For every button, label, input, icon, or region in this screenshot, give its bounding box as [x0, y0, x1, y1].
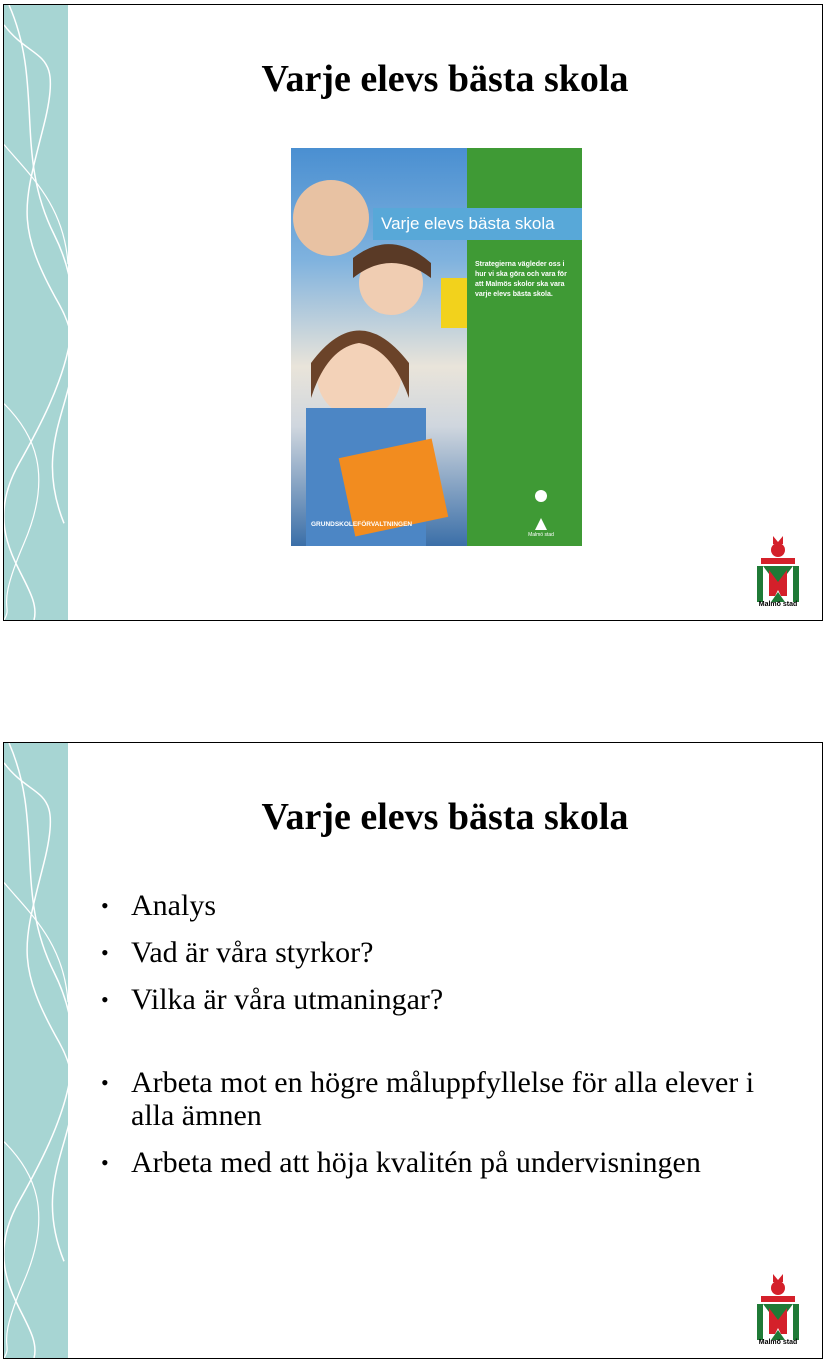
malmo-coat-of-arms-small-icon: [527, 486, 555, 532]
bullet-symbol: •: [101, 940, 109, 965]
bullet-item: [99, 1146, 799, 1179]
malmo-stad-logo-icon: [755, 1272, 801, 1342]
bullet-item: [99, 889, 799, 922]
wave-lines-decoration: [4, 5, 68, 620]
bullet-symbol: •: [101, 987, 109, 1012]
logo-label: Malmö stad: [758, 1339, 798, 1346]
cover-logo-label: Malmö stad: [528, 532, 554, 538]
malmo-stad-logo-icon: [755, 534, 801, 604]
bullet-text: Arbeta mot en högre måluppfyllelse för alla elever i alla ämnen: [131, 1066, 755, 1132]
bullet-text: Arbeta med att höja kvalitén på undervisningen: [131, 1146, 701, 1179]
bullet-symbol: •: [101, 893, 109, 918]
bullet-item: [99, 1066, 799, 1132]
bullet-symbol: •: [101, 1150, 109, 1175]
cover-description: Strategierna vägleder oss i hur vi ska göra och vara för att Malmös skolor ska vara varje elevs bästa skola.: [475, 261, 567, 298]
bullet-item: [99, 936, 799, 969]
bullet-text: Vilka är våra utmaningar?: [131, 983, 444, 1016]
bullet-symbol: •: [101, 1070, 109, 1095]
bullet-text: Vad är våra styrkor?: [131, 936, 374, 969]
slide-1: [3, 4, 823, 621]
cover-title: Varje elevs bästa skola: [373, 208, 582, 240]
cover-department: GRUNDSKOLEFÖRVALTNINGEN: [311, 521, 413, 528]
slide-title: Varje elevs bästa skola: [261, 796, 629, 838]
logo-label: Malmö stad: [758, 601, 798, 608]
slide-2: [3, 742, 823, 1359]
decorative-side-band: [4, 5, 68, 620]
decorative-side-band: [4, 743, 68, 1358]
bullet-item: [99, 983, 799, 1016]
slide-title: Varje elevs bästa skola: [261, 58, 629, 100]
wave-lines-decoration: [4, 743, 68, 1358]
bullet-list: [99, 889, 799, 1179]
brochure-cover-image: [291, 148, 582, 546]
bullet-text: Analys: [131, 889, 216, 922]
